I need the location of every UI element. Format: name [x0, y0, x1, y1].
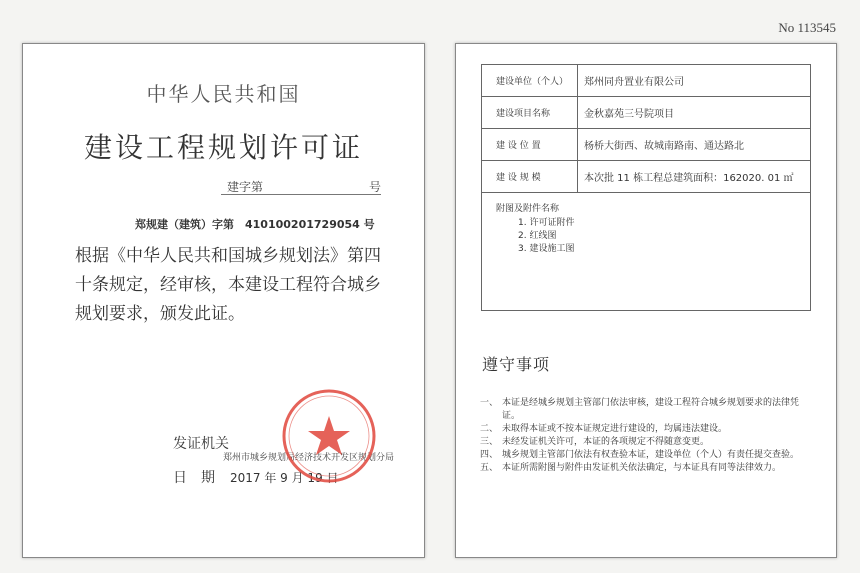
certificate-body-text: 根据《中华人民共和国城乡规划法》第四十条规定，经审核，本建设工程符合城乡规划要求，颁发此证。 — [75, 246, 381, 324]
list-item: 3. 建设施工图 — [518, 244, 575, 254]
issuer-name: 郑州市城乡规划局经济技术开发区规划分局 — [223, 453, 395, 463]
row-label: 建设项目名称 — [482, 97, 578, 128]
certificate-left-page — [22, 43, 425, 558]
date-label: 日期 — [173, 470, 229, 486]
attachments-section — [482, 193, 810, 310]
table-row — [482, 97, 810, 129]
cert-no-suffix: 号 — [368, 180, 381, 194]
rules-title: 遵守事项 — [482, 355, 551, 374]
rule-text: 未取得本证或不按本证规定进行建设的，均属违法建设。 — [502, 424, 728, 434]
official-seal-icon — [279, 386, 379, 486]
country-name: 中华人民共和国 — [146, 82, 301, 106]
list-item — [480, 449, 816, 462]
rule-text: 城乡规划主管部门依法有权查验本证，建设单位（个人）有责任提交查验。 — [502, 450, 800, 460]
row-value: 金秋嘉苑三号院项目 — [584, 109, 674, 120]
serial-number: No 113545 — [778, 20, 836, 35]
certificate-right-page — [455, 43, 837, 558]
row-value: 杨桥大街西、故城南路南、通达路北 — [584, 141, 744, 152]
rule-number: 一、 — [480, 398, 499, 408]
table-row — [482, 129, 810, 161]
cert-no-prefix: 建字第 — [227, 180, 264, 194]
row-value: 本次批 11 栋工程总建筑面积：162020. 01 ㎡ — [584, 173, 794, 184]
rule-number: 三、 — [480, 437, 499, 447]
table-row — [482, 161, 810, 193]
list-item — [480, 423, 816, 436]
row-label: 建 设 规 模 — [482, 161, 578, 192]
rule-text: 本证所需附图与附件由发证机关依法确定，与本证具有同等法律效力。 — [502, 463, 782, 473]
row-label: 建 设 位 置 — [482, 129, 578, 160]
rule-text: 本证是经城乡规划主管部门依法审核，建设工程符合城乡规划要求的法律凭证。 — [502, 398, 800, 421]
table-row — [482, 65, 810, 97]
rules-list — [480, 397, 816, 475]
project-info-table — [481, 64, 811, 311]
attachments-title: 附图及附件名称 — [496, 204, 560, 214]
list-item — [480, 462, 816, 475]
issue-date: 2017 年 9 月 19 日 — [230, 471, 339, 485]
certificate-title: 建设工程规划许可证 — [83, 131, 363, 164]
rule-number: 二、 — [480, 424, 499, 434]
rule-text: 未经发证机关许可，本证的各项规定不得随意变更。 — [502, 437, 710, 447]
list-item — [480, 436, 816, 449]
issuer-label: 发证机关 — [173, 436, 229, 452]
row-label: 建设单位（个人） — [482, 65, 578, 96]
row-value: 郑州同舟置业有限公司 — [584, 77, 684, 88]
issued-number: 郑规建（建筑）字第 410100201729054 号 — [135, 218, 375, 231]
rule-number: 五、 — [480, 463, 499, 473]
list-item: 2. 红线图 — [518, 231, 557, 241]
rule-number: 四、 — [480, 450, 499, 460]
list-item — [480, 397, 816, 423]
certificate-number-line — [221, 178, 381, 195]
list-item: 1. 许可证附件 — [518, 218, 575, 228]
